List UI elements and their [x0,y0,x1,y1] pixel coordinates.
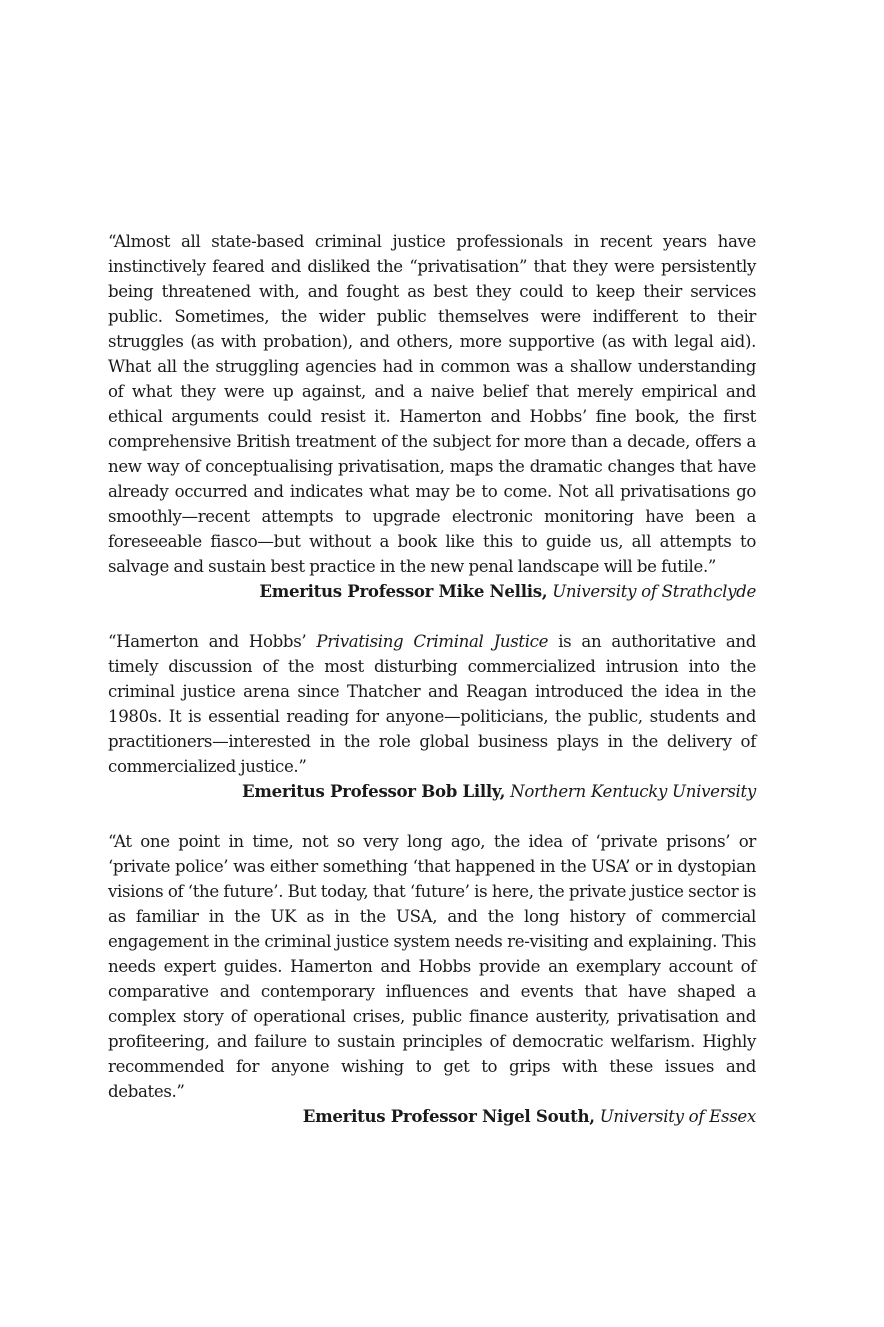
endorsement-south [108,829,756,1129]
endorsement-quote [108,629,756,779]
endorsement-quote: “At one point in time, not so very long ago, the idea of ‘private prisons’ or ‘private police’ was either something ‘that happened in the USA’ or in dystopian visions of ‘the future’. But today, that ‘future’ is here, the private justice sector is as familiar in the UK as in the USA, and the long history of commercial engagement in the criminal justice system needs re-visiting and explaining. This needs expert guides. Hamerton and Hobbs provide an exemplary account of comparative and contemporary influences and events that have shaped a complex story of operational crises, public finance austerity, privatisation and profiteering, and failure to sustain principles of democratic welfarism. Highly recommended for anyone wishing to get to grips with these issues and debates.” [108,832,756,1101]
endorser-affiliation: University of Strathclyde [552,582,756,601]
endorsement-nellis [108,229,756,604]
endorser-affiliation: Northern Kentucky University [510,782,756,801]
endorsements-page [108,229,756,1154]
endorsement-lilly [108,629,756,804]
endorsement-attribution [108,779,756,804]
endorsement-quote: “Almost all state-based criminal justice professionals in recent years have instinctively feared and disliked the “privatisation” that they were persistently being threatened with, and fought as best they could to keep their services public. Sometimes, the wider public themselves were indifferent to their struggles (as with probation), and others, more supportive (as with legal aid). What all the struggling agencies had in common was a shallow understanding of what they were up against, and a naive belief that merely empirical and ethical arguments could resist it. Hamerton and Hobbs’ fine book, the first comprehensive British treatment of the subject for more than a decade, offers a new way of conceptualising privatisation, maps the dramatic changes that have already occurred and indicates what may be to come. Not all privatisations go smoothly—recent attempts to upgrade electronic monitoring have been a foreseeable fiasco—but without a book like this to guide us, all attempts to salvage and sustain best practice in the new penal landscape will be futile.” [108,232,756,576]
endorser-name: Emeritus Professor Nigel South, [302,1106,595,1126]
quote-text-after: is an authoritative and timely discussion of the most disturbing commercialized intrusion into the criminal justice arena since Thatcher and Reagan introduced the idea in the 1980s. It is essential reading for anyone—politicians, the public, students and practitioners—interested in the role global business plays in the delivery of commercialized justice.” [108,632,757,776]
endorser-affiliation: University of Essex [599,1107,756,1126]
endorsement-attribution [108,1104,756,1129]
endorser-name: Emeritus Professor Bob Lilly, [242,781,506,801]
quote-text-before: “Hamerton and Hobbs’ [108,632,317,651]
endorser-name: Emeritus Professor Mike Nellis, [259,581,548,601]
book-title: Privatising Criminal Justice [316,632,549,651]
endorsement-attribution [108,579,756,604]
